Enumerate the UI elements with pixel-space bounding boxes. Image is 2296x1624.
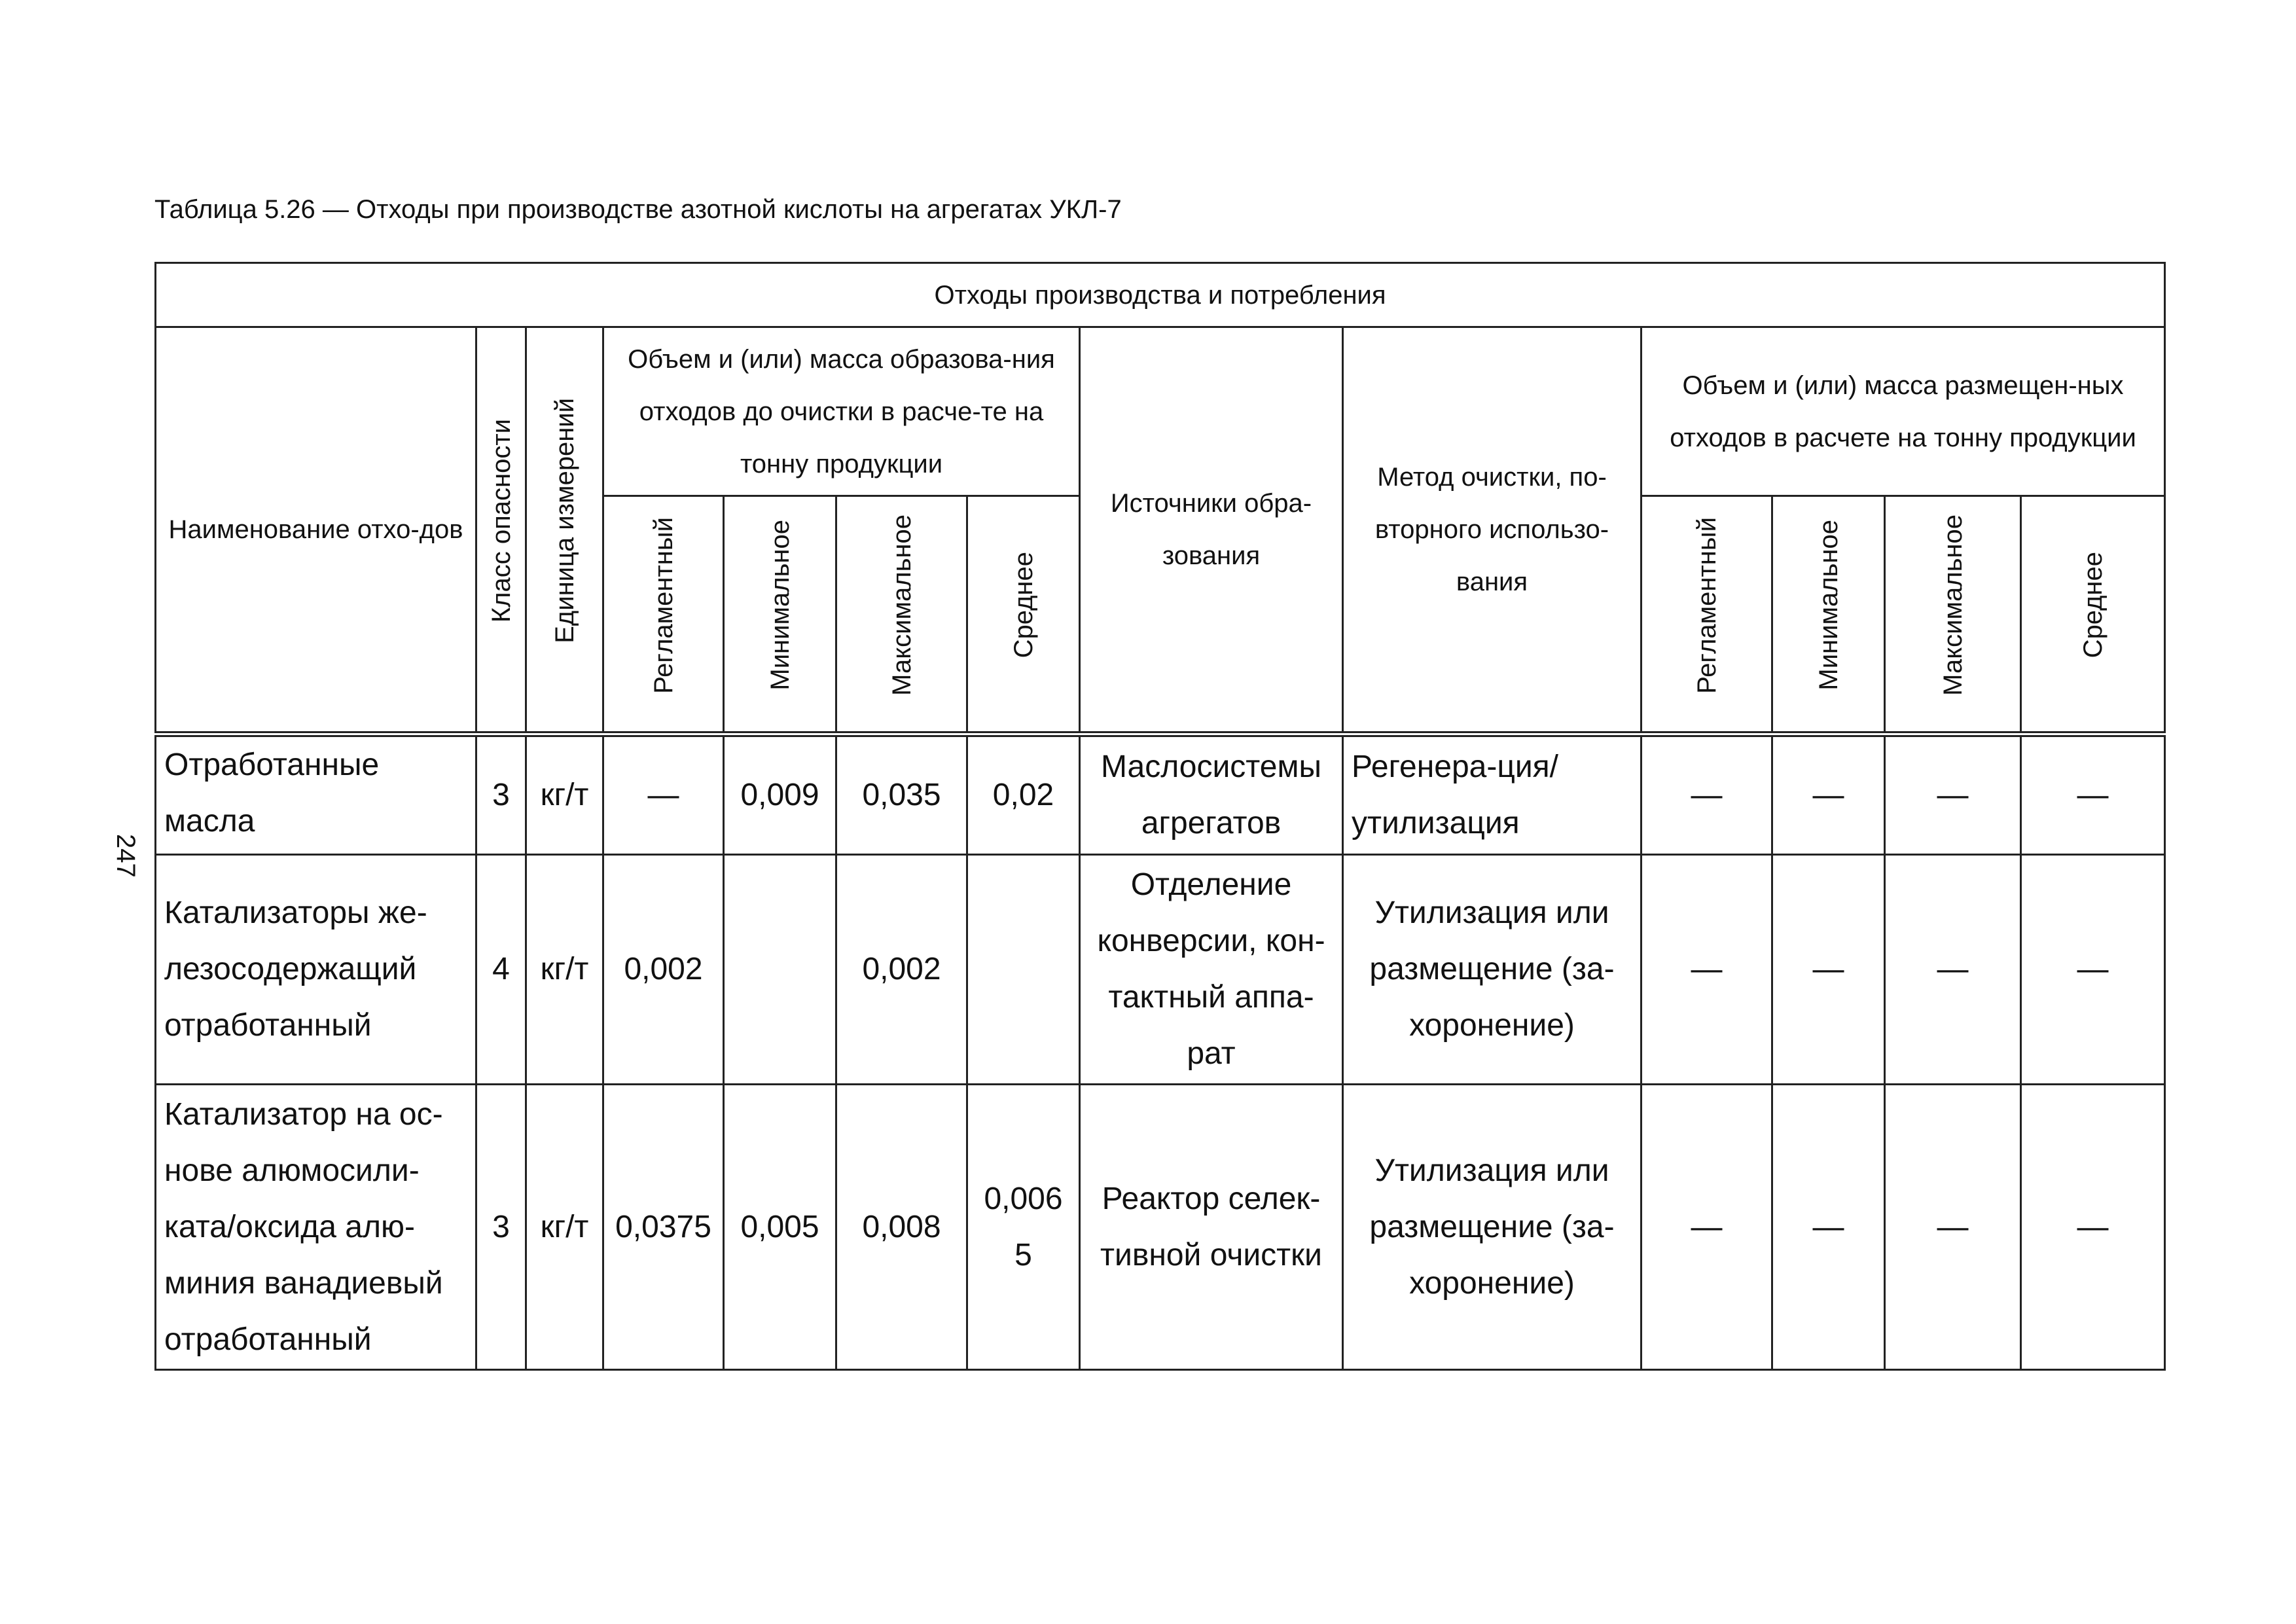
cell-hazard-class: 3 — [476, 734, 526, 855]
cell-before-regulatory: 0,0375 — [603, 1085, 724, 1370]
super-header: Отходы производства и потребления — [156, 263, 2165, 327]
header-before-average — [967, 496, 1080, 734]
cell-before-regulatory: — — [603, 734, 724, 855]
header-before-average-label: Среднее — [1009, 552, 1038, 659]
header-method: Метод очистки, по-вторного использо-вания — [1343, 327, 1641, 734]
header-placed-average — [2021, 496, 2165, 734]
cell-placed-average: — — [2021, 1085, 2165, 1370]
cell-hazard-class: 3 — [476, 1085, 526, 1370]
cell-unit: кг/т — [526, 855, 603, 1085]
header-placed-average-label: Среднее — [2078, 552, 2108, 659]
cell-before-minimum: 0,005 — [724, 1085, 836, 1370]
header-before-maximum-label: Максимальное — [887, 514, 916, 696]
cell-sources: Маслосистемы агрегатов — [1080, 734, 1343, 855]
cell-placed-average: — — [2021, 855, 2165, 1085]
table-row — [156, 734, 2165, 855]
header-before-regulatory-label: Регламентный — [649, 516, 678, 694]
table-caption: Таблица 5.26 — Отходы при производстве азотной кислоты на агрегатах УКЛ-7 — [154, 195, 1122, 224]
table-row — [156, 1085, 2165, 1370]
header-placed-group: Объем и (или) масса размещен-ных отходов в расчете на тонну продукции — [1641, 327, 2165, 496]
cell-placed-minimum: — — [1772, 855, 1885, 1085]
cell-sources: Отделение конверсии, кон-тактный аппа-рат — [1080, 855, 1343, 1085]
cell-waste-name: Катализатор на ос-нове алюмосили-ката/оксида алю-миния ванадиевый отработанный — [156, 1085, 476, 1370]
header-placed-maximum-label: Максимальное — [1938, 514, 1967, 696]
header-hazard-class — [476, 327, 526, 734]
cell-unit: кг/т — [526, 1085, 603, 1370]
cell-waste-name: Отработанные масла — [156, 734, 476, 855]
header-placed-maximum — [1885, 496, 2021, 734]
waste-table — [154, 262, 2166, 1371]
cell-before-maximum: 0,035 — [836, 734, 967, 855]
header-placed-regulatory-label: Регламентный — [1692, 516, 1721, 694]
header-before-maximum — [836, 496, 967, 734]
cell-before-maximum: 0,008 — [836, 1085, 967, 1370]
header-unit — [526, 327, 603, 734]
header-unit-label: Единица измерений — [550, 398, 579, 643]
cell-before-average: 0,02 — [967, 734, 1080, 855]
cell-placed-average: — — [2021, 734, 2165, 855]
cell-hazard-class: 4 — [476, 855, 526, 1085]
cell-before-regulatory: 0,002 — [603, 855, 724, 1085]
header-placed-regulatory — [1641, 496, 1772, 734]
header-hazard-class-label: Класс опасности — [486, 418, 516, 623]
header-sources: Источники обра-зования — [1080, 327, 1343, 734]
header-placed-minimum-label: Минимальное — [1814, 520, 1843, 691]
cell-before-maximum: 0,002 — [836, 855, 967, 1085]
cell-method: Регенера-ция/утилизация — [1343, 734, 1641, 855]
cell-placed-maximum: — — [1885, 734, 2021, 855]
cell-placed-minimum: — — [1772, 1085, 1885, 1370]
header-before-regulatory — [603, 496, 724, 734]
cell-waste-name: Катализаторы же-лезосодержащий отработанный — [156, 855, 476, 1085]
cell-before-minimum: 0,009 — [724, 734, 836, 855]
cell-before-minimum — [724, 855, 836, 1085]
cell-method: Утилизация или размещение (за-хоронение) — [1343, 1085, 1641, 1370]
cell-unit: кг/т — [526, 734, 603, 855]
cell-placed-regulatory: — — [1641, 855, 1772, 1085]
cell-placed-regulatory: — — [1641, 1085, 1772, 1370]
cell-method: Утилизация или размещение (за-хоронение) — [1343, 855, 1641, 1085]
cell-sources: Реактор селек-тивной очистки — [1080, 1085, 1343, 1370]
header-name: Наименование отхо-дов — [156, 327, 476, 734]
table-row — [156, 855, 2165, 1085]
cell-before-average: 0,006 5 — [967, 1085, 1080, 1370]
header-before-minimum-label: Минимальное — [765, 520, 795, 691]
header-before-group: Объем и (или) масса образова-ния отходов до очистки в расче-те на тонну продукции — [603, 327, 1080, 496]
cell-placed-maximum: — — [1885, 855, 2021, 1085]
header-placed-minimum — [1772, 496, 1885, 734]
cell-before-average — [967, 855, 1080, 1085]
header-before-minimum — [724, 496, 836, 734]
cell-placed-regulatory: — — [1641, 734, 1772, 855]
cell-placed-maximum: — — [1885, 1085, 2021, 1370]
cell-placed-minimum: — — [1772, 734, 1885, 855]
page-number: 247 — [111, 834, 140, 878]
